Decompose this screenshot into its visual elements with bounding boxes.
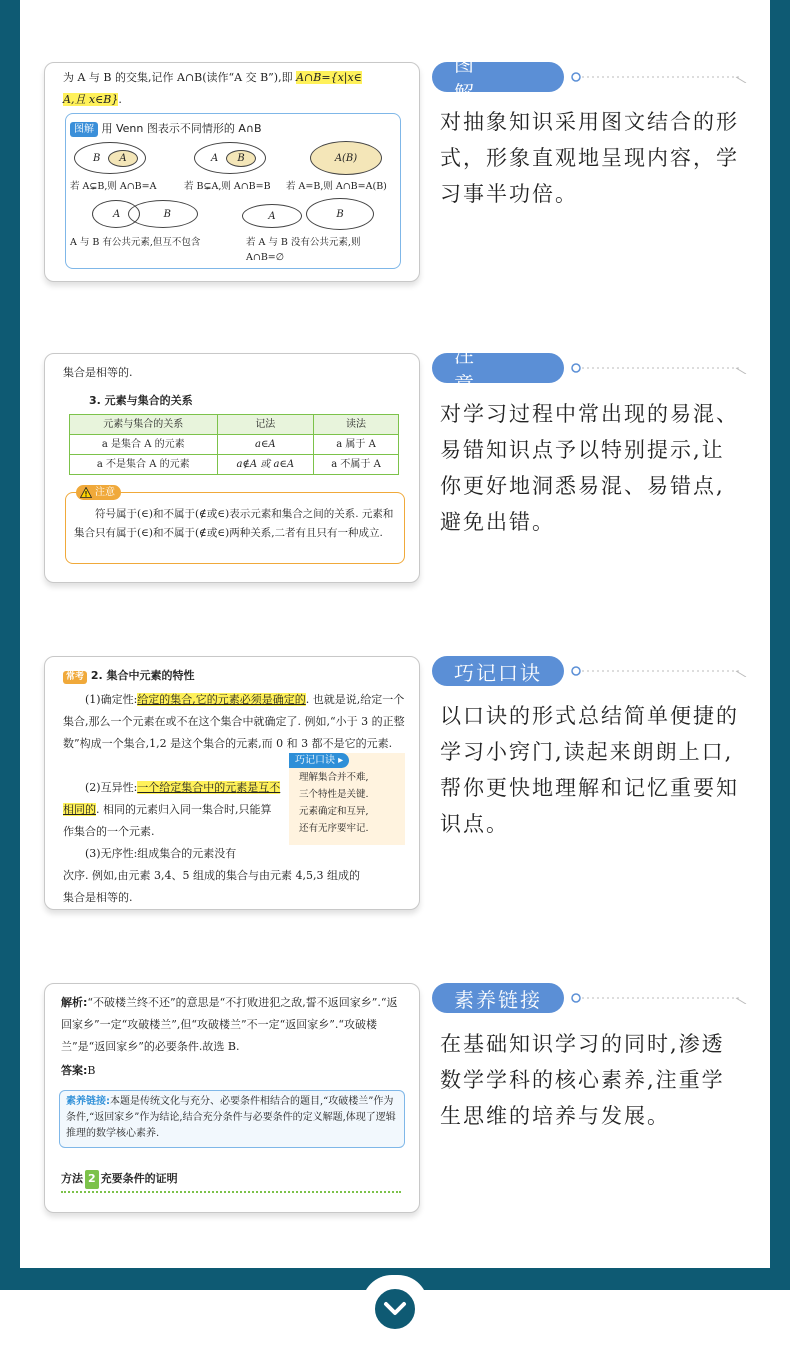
venn-caption: 若 A=B,则 A∩B=A(B) bbox=[286, 181, 387, 192]
scroll-down-button[interactable] bbox=[372, 1286, 418, 1332]
mnemonic-line: 三个特性是关键. bbox=[299, 789, 369, 801]
para3-line: 集合是相等的. bbox=[63, 891, 133, 904]
table-cell: a∈A bbox=[217, 435, 314, 455]
ellipse-label: B bbox=[237, 153, 245, 164]
para1-label: (1)确定性: bbox=[85, 693, 138, 706]
venn-caption: 若 A 与 B 没有公共元素,则 bbox=[246, 237, 361, 248]
section-label-text: 素养链接 bbox=[454, 987, 542, 1012]
definition-text: 为 A 与 B 的交集,记作 A∩B(读作“A 交 B”),即 bbox=[63, 71, 297, 84]
mnemonic-line: 理解集合并不难, bbox=[299, 772, 369, 783]
table-cell: a 不属于 A bbox=[314, 455, 399, 475]
venn-caption: 若 A⊊B,则 A∩B=A bbox=[70, 181, 157, 192]
intersection-definition bbox=[63, 67, 409, 111]
note-sample-card bbox=[44, 353, 420, 583]
answer-line bbox=[61, 1062, 96, 1081]
section-label-text: 巧记口诀 bbox=[454, 660, 542, 685]
card3-para1 bbox=[63, 689, 407, 755]
note-box bbox=[65, 487, 405, 564]
note-text: 符号属于(∈)和不属于(∉或∈)表示元素和集合之间的关系. 元素和集合只有属于(∈)和不属于(∉或∈)两种关系,二者有且只有一种成立. bbox=[74, 508, 394, 540]
section-description-tujie: 对抽象知识采用图文结合的形式，形象直观地呈现内容，学习事半功倍。 bbox=[440, 110, 739, 206]
analysis-text: “不破楼兰终不还”的意思是“不打败进犯之敌,誓不返回家乡”.“返回家乡”一定“攻破楼兰”,但“攻破楼兰”不一定“返回家乡”.“攻破楼兰”是“返回家乡”的必要条件.故选 B. bbox=[61, 996, 398, 1053]
venn-ellipse-a-inner bbox=[108, 150, 138, 167]
section-label-tujie bbox=[432, 52, 564, 105]
venn-ellipse-a-disjoint bbox=[242, 204, 302, 228]
ellipse-label: B bbox=[336, 208, 344, 220]
venn-ellipse-b-inner bbox=[226, 150, 256, 167]
ellipse-label: A bbox=[113, 208, 121, 220]
frequent-tag: 常考 bbox=[63, 671, 87, 684]
answer-value: B bbox=[87, 1064, 96, 1077]
table-header: 记法 bbox=[217, 415, 314, 435]
mnemonic-sample-card bbox=[44, 656, 420, 910]
table-row bbox=[70, 435, 399, 455]
venn-ellipse-b-disjoint bbox=[306, 198, 374, 230]
section-description-zhuyi: 对学习过程中常出现的易混、易错知识点予以特别提示,让你更好地洞悉易混、易错点,避免出错。 bbox=[440, 402, 739, 534]
method-label: 方法 bbox=[61, 1172, 83, 1185]
table-cell: a∉A 或 a∈A bbox=[217, 455, 314, 475]
venn-tag: 图解 bbox=[70, 122, 98, 137]
label-connector bbox=[570, 665, 748, 677]
mnemonic-tag: 巧记口诀 ▸ bbox=[289, 753, 349, 768]
label-connector bbox=[570, 362, 748, 374]
venn-sample-card bbox=[44, 62, 420, 282]
note-tag-label: 注意 bbox=[95, 487, 115, 498]
label-connector bbox=[570, 992, 748, 1004]
analysis-label: 解析: bbox=[61, 996, 88, 1009]
para3-line: (3)无序性:组成集合的元素没有 bbox=[85, 847, 237, 860]
warning-icon bbox=[80, 487, 92, 498]
section-description-suyang: 在基础知识学习的同时,渗透数学学科的核心素养,注重学生思维的培养与发展。 bbox=[440, 1032, 725, 1128]
method-title: 充要条件的证明 bbox=[100, 1172, 178, 1185]
venn-caption: A 与 B 有公共元素,但互不包含 bbox=[70, 237, 201, 248]
card2-heading: 3. 元素与集合的关系 bbox=[89, 394, 193, 407]
definition-highlight-2: A,且 x∈B} bbox=[63, 93, 119, 106]
relation-table-wrap bbox=[69, 414, 399, 475]
section-description-qiaoji: 以口诀的形式总结简单便捷的学习小窍门,读起来朗朗上口,帮你更快地理解和记忆重要知识点。 bbox=[440, 704, 739, 836]
table-cell: a 不是集合 A 的元素 bbox=[70, 455, 218, 475]
mnemonic-tag-label: 巧记口诀 bbox=[295, 755, 335, 766]
ellipse-label: A(B) bbox=[334, 152, 358, 164]
literacy-box bbox=[59, 1090, 405, 1148]
para2-highlight-2: 素是互不相同的 bbox=[63, 781, 281, 816]
analysis-paragraph bbox=[61, 992, 407, 1058]
para2-label: (2)互异性: bbox=[85, 781, 138, 794]
card3-para3 bbox=[63, 843, 407, 909]
para3-line: 次序. 例如,由元素 3,4、5 组成的集合与由元素 4,5,3 组成的 bbox=[63, 869, 360, 882]
label-connector bbox=[570, 71, 748, 83]
section-label-suyang bbox=[432, 983, 564, 1013]
section-label-qiaoji bbox=[432, 656, 564, 686]
ellipse-label: B bbox=[93, 152, 101, 164]
definition-highlight: A∩B={x|x∈ bbox=[296, 71, 362, 84]
method-number: 2 bbox=[85, 1170, 99, 1189]
ellipse-label: B bbox=[163, 208, 171, 220]
para2-highlight: 一个给定集合中的元 bbox=[137, 781, 237, 794]
venn-header bbox=[70, 120, 262, 139]
venn-caption: A∩B=∅ bbox=[246, 252, 285, 263]
literacy-label: 素养链接: bbox=[66, 1096, 110, 1107]
venn-ellipse-b-overlap bbox=[128, 200, 198, 228]
card3-para2 bbox=[63, 777, 281, 843]
literacy-text: 本题是传统文化与充分、必要条件相结合的题目,“攻破楼兰”作为条件,“返回家乡”作为结论,结合充分条件与必要条件的定义解题,体现了逻辑推理的数学核心素养. bbox=[66, 1096, 396, 1139]
card3-heading-row bbox=[63, 667, 195, 686]
card3-heading: 2. 集合中元素的特性 bbox=[90, 669, 195, 682]
venn-caption: 若 B⊊A,则 A∩B=B bbox=[184, 181, 271, 192]
ellipse-label: A bbox=[211, 152, 219, 164]
method-heading bbox=[61, 1170, 401, 1193]
mnemonic-box bbox=[289, 753, 405, 845]
table-row bbox=[70, 455, 399, 475]
ellipse-label: A bbox=[268, 210, 276, 222]
answer-label: 答案: bbox=[61, 1064, 88, 1077]
table-header: 读法 bbox=[314, 415, 399, 435]
para1-text: . 也就是说,给定一个集合,那么一个元素在或不在这个集合中就确定了. 例如,“小于 3 的正整数”构成一个集合,1,2 是这个集合的元素,而 0 和 3 都不是它的元素. bbox=[63, 693, 405, 750]
chevron-down-icon bbox=[383, 1301, 407, 1317]
venn-title: 用 Venn 图表示不同情形的 A∩B bbox=[101, 122, 262, 135]
venn-diagram-box bbox=[65, 113, 401, 269]
definition-period: . bbox=[118, 93, 122, 106]
literacy-sample-card bbox=[44, 983, 420, 1213]
note-tag bbox=[76, 485, 121, 500]
table-cell: a 是集合 A 的元素 bbox=[70, 435, 218, 455]
card2-top-line: 集合是相等的. bbox=[63, 366, 133, 379]
table-header: 元素与集合的关系 bbox=[70, 415, 218, 435]
para1-highlight: 给定的集合,它的元素必须是确定的 bbox=[137, 693, 306, 706]
section-label-zhuyi bbox=[432, 343, 564, 396]
section-label-text: 图 解 bbox=[454, 52, 496, 105]
venn-ellipse-equal bbox=[310, 141, 382, 175]
mnemonic-line: 元素确定和互异, bbox=[299, 806, 369, 818]
section-label-text: 注 意 bbox=[454, 343, 496, 396]
mnemonic-line: 还有无序要牢记. bbox=[299, 823, 369, 835]
relation-table bbox=[69, 414, 399, 475]
para2-text: . 相同的元素归入同一集合时,只能算作集合的一个元素. bbox=[63, 803, 272, 838]
table-cell: a 属于 A bbox=[314, 435, 399, 455]
ellipse-label: A bbox=[119, 153, 127, 164]
